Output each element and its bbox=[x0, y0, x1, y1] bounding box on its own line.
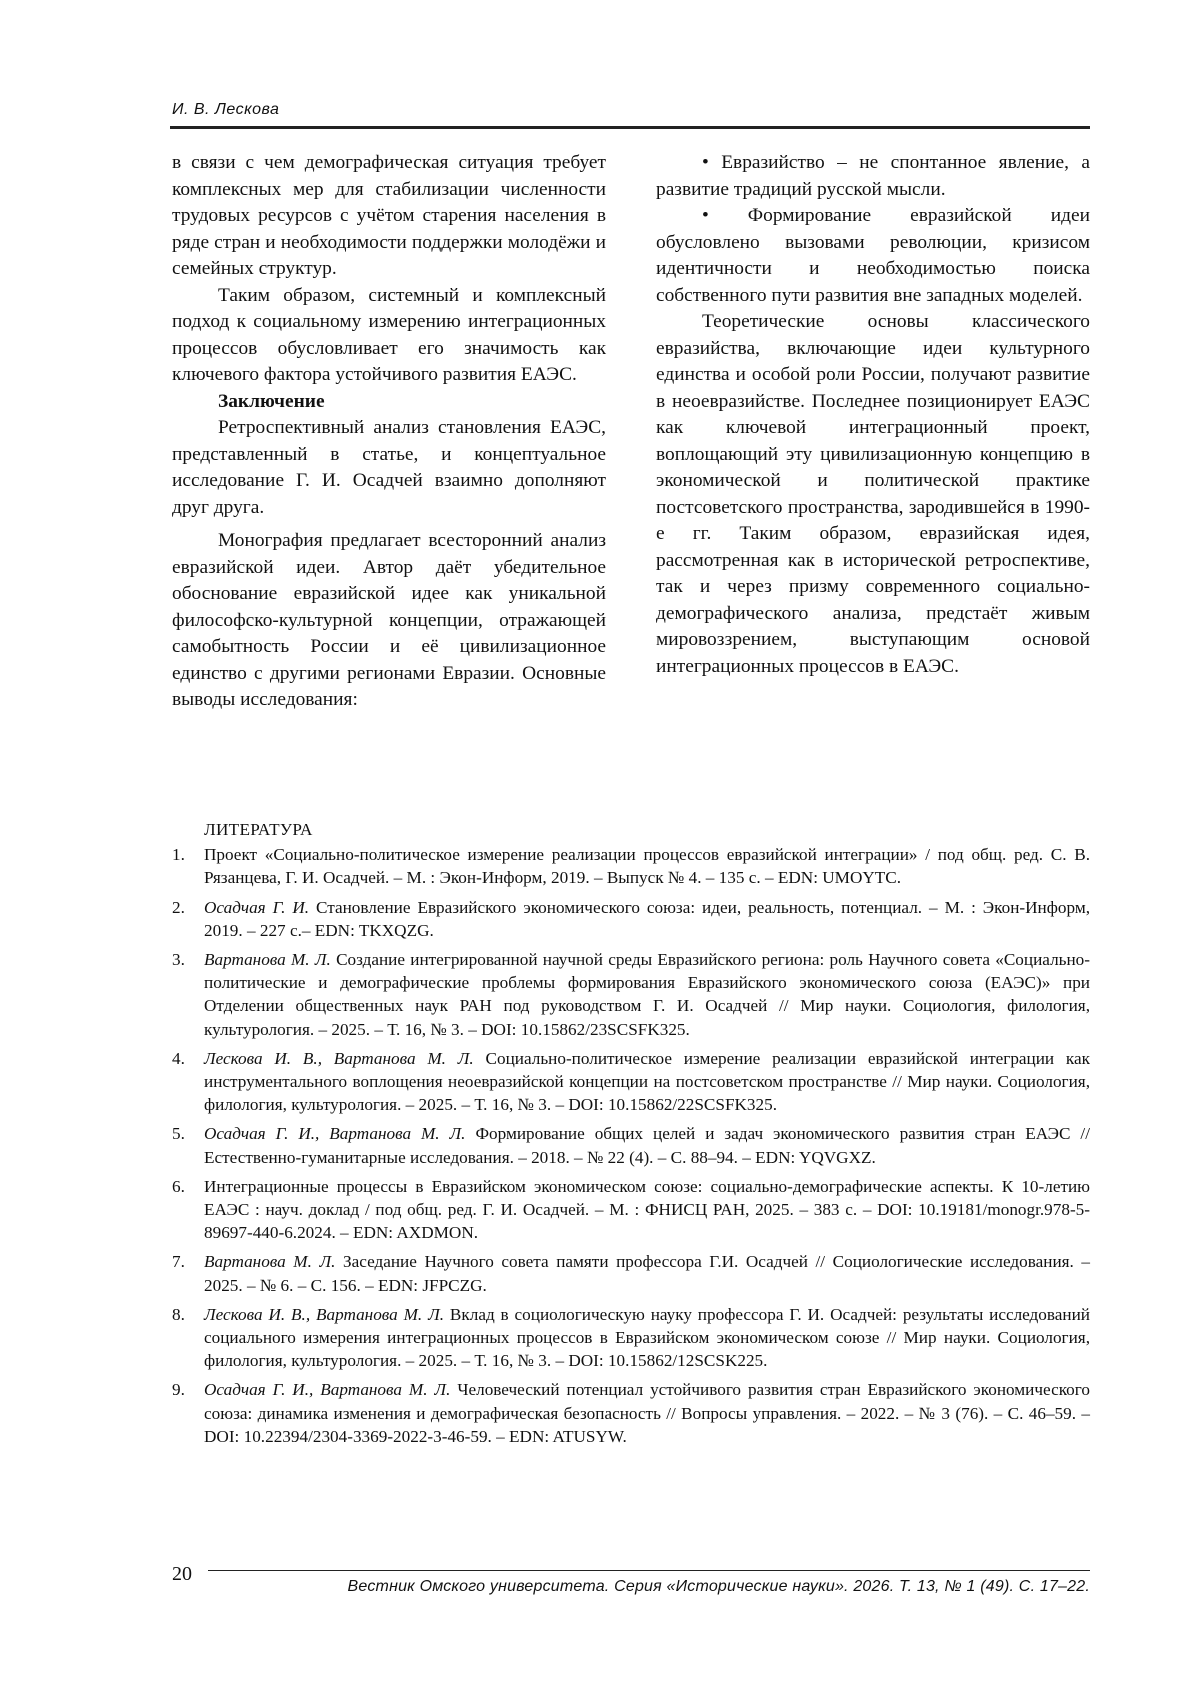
bullet-item: • Евразийство – не спонтанное явление, а развитие традиций русской мысли. bbox=[656, 152, 1090, 200]
references-title: ЛИТЕРАТУРА bbox=[204, 820, 313, 839]
paragraph: Теоретические основы классического евразийства, включающие идеи культурного единства и особой роли России, получают развитие в неоевразийстве. Последнее позиционирует ЕАЭС как ключевой интеграционный проект, воплощающий эту цивилизационную концепцию в экономической и политической практике постсоветского пространства, зародившейся в 1990-е гг. Таким образом, евразийская идея, рассмотренная как в исторической ретроспективе, так и через призму современного социально-демографического анализа, предстаёт живым мировоззрением, выступающим основой интеграционных процессов в ЕАЭС. bbox=[656, 311, 1090, 677]
reference-item: 2. Осадчая Г. И. Становление Евразийского экономического союза: идеи, реальность, потенциал. – М. : Экон-Информ, 2019. – 227 с.– EDN: TKXQZG. bbox=[172, 897, 1090, 940]
paragraph: Монография предлагает всесторонний анализ евразийской идеи. Автор даёт убедительное обоснование евразийской идее как уникальной философско-культурной концепции, отражающей самобытность России и её цивилизационное единство с другими регионами Евразии. Основные выводы исследования: bbox=[172, 530, 606, 710]
reference-item: 6. Интеграционные процессы в Евразийском экономическом союзе: социально-демографические аспекты. К 10-летию ЕАЭС : науч. доклад / под общ. ред. Г. И. Осадчей. – М. : ФНИСЦ РАН, 2025. – 383 с. – DOI: 10.19181/monogr.978-5-89697-440-6.2024. – EDN: AXDMON. bbox=[172, 1176, 1090, 1243]
section-heading-conclusion: Заключение bbox=[218, 390, 325, 412]
reference-item: 3. Вартанова М. Л. Создание интегрированной научной среды Евразийского региона: роль Научного совета «Социально-политические и демографические проблемы формирования Евразийского экономического союза (ЕАЭС)» при Отделении общественных наук РАН под руководством Г. И. Осадчей // Мир науки. Социология, филология, культурология. – 2025. – Т. 16, № 3. – DOI: 10.15862/23SCSFK325. bbox=[172, 950, 1091, 1039]
paragraph: в связи с чем демографическая ситуация требует комплексных мер для стабилизации численности трудовых ресурсов с учётом старения населения в ряде стран и необходимости поддержки молодёжи и семейных структур. bbox=[172, 152, 606, 279]
reference-item: 5. Осадчая Г. И., Вартанова М. Л. Формирование общих целей и задач экономического развития стран ЕАЭС // Естественно-гуманитарные исследования. – 2018. – № 22 (4). – С. 88–94. – EDN: YQVGXZ. bbox=[172, 1124, 1090, 1167]
reference-item: 8. Лескова И. В., Вартанова М. Л. Вклад в социологическую науку профессора Г. И. Осадчей: результаты исследований социального измерения интеграционных процессов в Евразийском экономическом союзе // Мир науки. Социология, филология, культурология. – 2025. – Т. 16, № 3. – DOI: 10.15862/12SCSK225. bbox=[172, 1304, 1091, 1371]
bullet-item: • Формирование евразийской идеи обусловлено вызовами революции, кризисом идентичности и необходимостью поиска собственного пути развития вне западных моделей. bbox=[656, 205, 1090, 306]
running-head-author: И. В. Лескова bbox=[172, 101, 280, 118]
reference-item: 7. Вартанова М. Л. Заседание Научного совета памяти профессора Г.И. Осадчей // Социологические исследования. – 2025. – № 6. – С. 156. – EDN: JFPCZG. bbox=[172, 1252, 1091, 1295]
references-list bbox=[172, 843, 1090, 1448]
paragraph: Ретроспективный анализ становления ЕАЭС, представленный в статье, и концептуальное исследование Г. И. Осадчей взаимно дополняют друг друга. bbox=[172, 417, 606, 518]
header-rule bbox=[170, 126, 1090, 129]
footer-rule bbox=[208, 1570, 1090, 1571]
left-column bbox=[172, 150, 606, 714]
reference-item: 4. Лескова И. В., Вартанова М. Л. Социально-политическое измерение реализации евразийской интеграции как инструментального воплощения неоевразийской концепции на постсоветском пространстве // Мир науки. Социология, филология, культурология. – 2025. – Т. 16, № 3. – DOI: 10.15862/22SCSFK325. bbox=[172, 1048, 1091, 1115]
journal-citation: Вестник Омского университета. Серия «Исторические науки». 2026. Т. 13, № 1 (49). С. 17–22. bbox=[347, 1578, 1090, 1595]
right-column bbox=[656, 150, 1090, 680]
reference-item: 9. Осадчая Г. И., Вартанова М. Л. Человеческий потенциал устойчивого развития стран Евразийского экономического союза: динамика изменения и демографическая безопасность // Вопросы управления. – 2022. – № 3 (76). – С. 46–59. – DOI: 10.22394/2304-3369-2022-3-46-59. – EDN: ATUSYW. bbox=[172, 1380, 1090, 1446]
references-section bbox=[172, 818, 1090, 1454]
paragraph: Таким образом, системный и комплексный подход к социальному измерению интеграционных процессов обусловливает его значимость как ключевого фактора устойчивого развития ЕАЭС. bbox=[172, 284, 606, 385]
reference-item: 1. Проект «Социально-политическое измерение реализации процессов евразийской интеграции» / под общ. ред. С. В. Рязанцева, Г. И. Осадчей. – М. : Экон-Информ, 2019. – Выпуск № 4. – 135 с. – EDN: UMOYTC. bbox=[172, 845, 1090, 888]
page-number: 20 bbox=[172, 1563, 192, 1585]
